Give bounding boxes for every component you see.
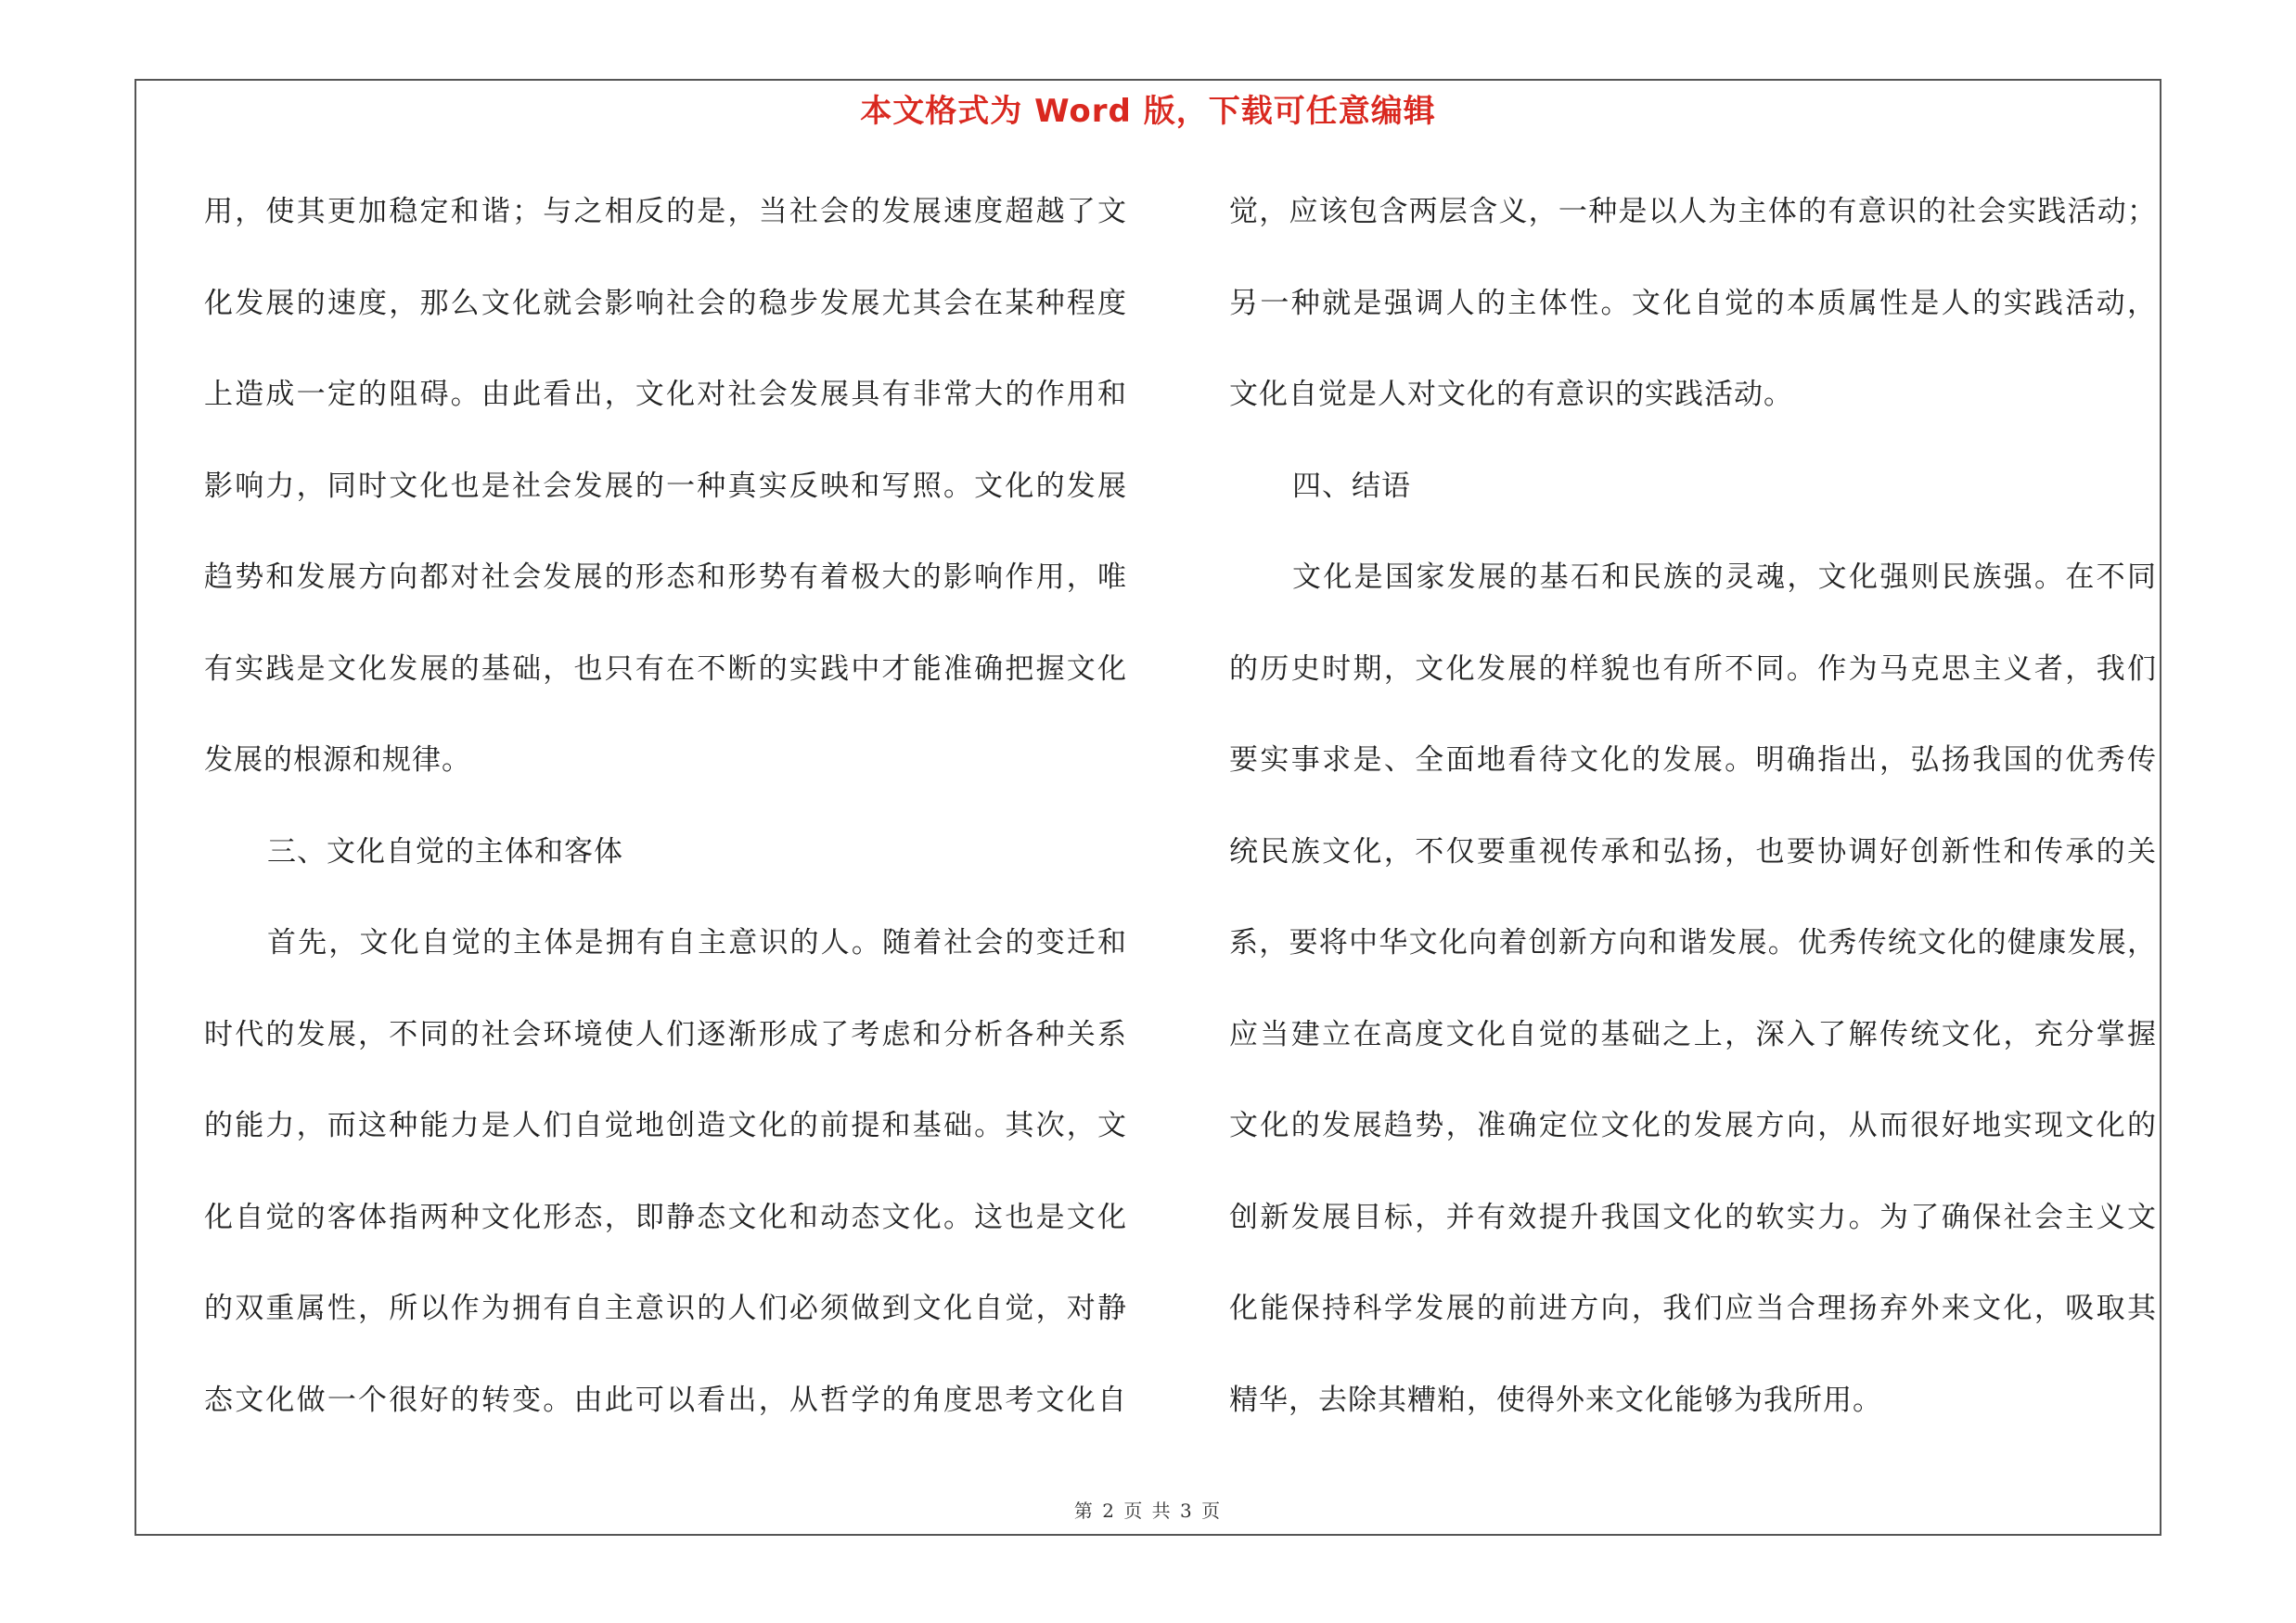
text-line: 的双重属性，所以作为拥有自主意识的人们必须做到文化自觉，对静 xyxy=(204,1292,1127,1325)
text-line: 用，使其更加稳定和谐；与之相反的是，当社会的发展速度超越了文 xyxy=(204,195,1127,228)
text-line: 觉，应该包含两层含义，一种是以人为主体的有意识的社会实践活动； xyxy=(1229,195,2157,228)
text-line: 化能保持科学发展的前进方向，我们应当合理扬弃外来文化，吸取其 xyxy=(1229,1292,2157,1325)
format-banner: 本文格式为 Word 版，下载可任意编辑 xyxy=(860,93,1436,130)
text-line: 有实践是文化发展的基础，也只有在不断的实践中才能准确把握文化 xyxy=(204,651,1127,686)
text-line: 上造成一定的阻碍。由此看出，文化对社会发展具有非常大的作用和 xyxy=(204,378,1127,411)
section-heading: 三、文化自觉的主体和客体 xyxy=(267,834,623,869)
text-line: 创新发展目标，并有效提升我国文化的软实力。为了确保社会主义文 xyxy=(1229,1200,2157,1234)
text-line: 趋势和发展方向都对社会发展的形态和形势有着极大的影响作用，唯 xyxy=(204,560,1127,594)
left-column xyxy=(204,181,1127,1461)
text-line: 系，要将中华文化向着创新方向和谐发展。优秀传统文化的健康发展， xyxy=(1229,926,2157,960)
text-line: 的能力，而这种能力是人们自觉地创造文化的前提和基础。其次，文 xyxy=(204,1109,1127,1142)
text-line: 文化自觉是人对文化的有意识的实践活动。 xyxy=(1229,378,1793,411)
text-line: 要实事求是、全面地看待文化的发展。明确指出，弘扬我国的优秀传 xyxy=(1229,743,2157,777)
page-number: 第 2 页 共 3 页 xyxy=(1073,1500,1223,1522)
text-line: 发展的根源和规律。 xyxy=(204,743,471,777)
section-heading: 四、结语 xyxy=(1292,469,1411,503)
text-line: 应当建立在高度文化自觉的基础之上，深入了解传统文化，充分掌握 xyxy=(1229,1017,2157,1051)
text-line: 文化的发展趋势，准确定位文化的发展方向，从而很好地实现文化的 xyxy=(1229,1109,2157,1142)
text-line: 时代的发展，不同的社会环境使人们逐渐形成了考虑和分析各种关系 xyxy=(204,1017,1127,1051)
text-line: 另一种就是强调人的主体性。文化自觉的本质属性是人的实践活动， xyxy=(1229,286,2157,320)
text-line: 的历史时期，文化发展的样貌也有所不同。作为马克思主义者，我们 xyxy=(1229,651,2157,686)
right-column xyxy=(1229,181,2157,1461)
text-line: 文化是国家发展的基石和民族的灵魂，文化强则民族强。在不同 xyxy=(1292,560,2157,594)
text-line: 态文化做一个很好的转变。由此可以看出，从哲学的角度思考文化自 xyxy=(204,1383,1127,1417)
text-line: 影响力，同时文化也是社会发展的一种真实反映和写照。文化的发展 xyxy=(204,469,1127,503)
text-line: 化发展的速度，那么文化就会影响社会的稳步发展尤其会在某种程度 xyxy=(204,286,1127,320)
text-line: 化自觉的客体指两种文化形态，即静态文化和动态文化。这也是文化 xyxy=(204,1200,1127,1234)
text-line: 统民族文化，不仅要重视传承和弘扬，也要协调好创新性和传承的关 xyxy=(1229,834,2157,869)
text-line: 精华，去除其糟粕，使得外来文化能够为我所用。 xyxy=(1229,1383,1882,1417)
text-line: 首先，文化自觉的主体是拥有自主意识的人。随着社会的变迁和 xyxy=(267,926,1127,960)
